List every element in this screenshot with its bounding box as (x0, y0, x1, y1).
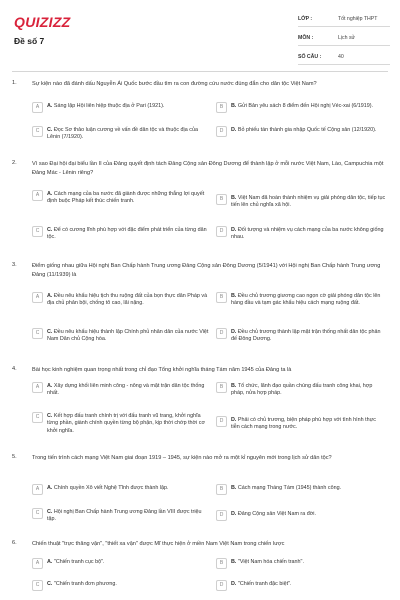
option-letter: B (216, 194, 227, 205)
option-prefix: C. (47, 329, 53, 335)
option-label: Đảng Cộng sản Việt Nam ra đời. (237, 511, 316, 517)
option-letter: C (32, 508, 43, 519)
option-label: Đều nêu khẩu hiệu tịch thu ruộng đất của bọn thực dân Pháp và địa chủ phản bội, chống tô cao, lãi nặng. (47, 293, 208, 307)
option-prefix: B. (231, 293, 237, 299)
option-letter: C (32, 328, 43, 339)
question-number: 3. (12, 262, 17, 268)
option-prefix: A. (47, 559, 53, 565)
question-number: 6. (12, 540, 17, 546)
option-prefix: C. (47, 127, 53, 133)
option-text (231, 127, 386, 134)
option-text (47, 581, 212, 588)
meta-value: 40 (338, 54, 344, 60)
option-label: Tổ chức, lãnh đạo quần chúng đấu tranh công khai, hợp pháp, nửa hợp pháp. (231, 383, 373, 397)
option-prefix: A. (47, 485, 53, 491)
question-6 (12, 540, 390, 598)
question-4 (12, 366, 390, 456)
option-label: "Chiến tranh cục bộ". (53, 559, 105, 565)
option-text (231, 195, 386, 210)
page-header (0, 0, 400, 72)
option-text (231, 227, 386, 242)
option-text (47, 509, 212, 524)
option-letter: A (32, 102, 43, 113)
option-label: Gửi Bản yêu sách 8 điểm đến Hội nghị Véc-xai (6/1919). (237, 103, 374, 109)
option-letter: D (216, 510, 227, 521)
option-label: Đều nêu khẩu hiệu thành lập Chính phủ nhân dân của nước Việt Nam Dân chủ Cộng hòa. (47, 329, 209, 343)
option-letter: A (32, 484, 43, 495)
option-label: Bỏ phiếu tán thành gia nhập Quốc tế Cộng sản (12/1920). (237, 127, 377, 133)
option-label: Hội nghị Ban Chấp hành Trung ương Đảng lần VIII được triệu tập. (47, 509, 202, 523)
question-text: Chiến thuật "trực thăng vận", "thiết xa vận" được Mĩ thực hiện ở miền Nam Việt Nam trong chiến lược (32, 541, 285, 547)
question-number: 5. (12, 454, 17, 460)
exam-title: Đề số 7 (14, 36, 45, 46)
option-prefix: C. (47, 509, 53, 515)
option-letter: A (32, 558, 43, 569)
option-prefix: A. (47, 383, 53, 389)
option-text (47, 559, 212, 566)
question-3 (12, 262, 390, 362)
option-label: Đọc Sơ thảo luận cương về vấn đề dân tộc và thuộc địa của Lênin (7/1920). (47, 127, 198, 141)
option-prefix: B. (231, 485, 237, 491)
option-letter: B (216, 484, 227, 495)
option-label: Việt Nam đã hoàn thành nhiệm vụ giải phóng dân tộc, tiếp tục tiến lên chủ nghĩa xã hội. (231, 195, 386, 209)
option-letter: C (32, 412, 43, 423)
option-label: Đều chủ trương thành lập mặt trận thống nhất dân tộc phản đế Đông Dương. (231, 329, 381, 343)
option-label: "Việt Nam hóa chiến tranh". (237, 559, 304, 565)
option-letter: D (216, 328, 227, 339)
exam-meta (298, 12, 390, 69)
option-letter: D (216, 580, 227, 591)
option-label: "Chiến tranh đặc biệt". (237, 581, 292, 587)
option-prefix: C. (47, 413, 53, 419)
question-number: 2. (12, 160, 17, 166)
option-prefix: B. (231, 559, 237, 565)
header-divider (12, 71, 388, 72)
option-text (47, 191, 212, 206)
option-letter: A (32, 382, 43, 393)
option-letter: D (216, 126, 227, 137)
option-prefix: A. (47, 293, 53, 299)
option-letter: D (216, 416, 227, 427)
meta-value: Lịch sử (338, 35, 356, 41)
option-prefix: D. (231, 127, 237, 133)
option-prefix: B. (231, 103, 237, 109)
option-label: Chính quyền Xô viết Nghệ Tĩnh được thành lập. (53, 485, 169, 491)
option-prefix: C. (47, 581, 53, 587)
question-text: Bài học kinh nghiệm quan trọng nhất trong chỉ đạo Tổng khởi nghĩa tháng Tám năm 1945 của Đảng ta là (32, 367, 292, 373)
meta-key: LỚP : (298, 16, 313, 22)
option-label: Đều chủ trương giương cao ngọn cờ giải phóng dân tộc lên hàng đầu và tạm gác khẩu hiệu cách mạng ruộng đất. (231, 293, 381, 307)
option-letter: C (32, 126, 43, 137)
option-text (231, 383, 386, 398)
option-label: "Chiến tranh đơn phương. (53, 581, 117, 587)
question-text: Điểm giống nhau giữa Hội nghị Ban Chấp hành Trung ương Đảng Cộng sản Đông Dương (5/1941) với Hội nghị Ban Chấp hành Trung ương Đảng (11/1939) là (32, 263, 381, 278)
option-label: Đối tượng và nhiệm vụ cách mạng của ba nước không giống nhau. (231, 227, 384, 241)
question-1 (12, 80, 390, 152)
option-prefix: D. (231, 581, 237, 587)
question-text: Trong tiến trình cách mạng Việt Nam giai đoạn 1919 – 1945, sự kiện nào mở ra một kỉ nguyên mới trong lịch sử dân tộc? (32, 455, 332, 461)
option-letter: C (32, 580, 43, 591)
option-text (47, 293, 212, 308)
option-letter: B (216, 382, 227, 393)
option-prefix: D. (231, 329, 237, 335)
option-text (47, 383, 212, 398)
option-text (231, 329, 386, 344)
option-prefix: D. (231, 417, 237, 423)
option-text (231, 293, 386, 308)
option-letter: A (32, 190, 43, 201)
option-text (47, 485, 212, 492)
option-label: Cách mạng Tháng Tám (1945) thành công. (237, 485, 342, 491)
option-text (47, 329, 212, 344)
option-prefix: C. (47, 227, 53, 233)
option-letter: B (216, 102, 227, 113)
option-label: Kết hợp đấu tranh chính trị với đấu tranh vũ trang, khởi nghĩa từng phần, giành chính quyền từng bộ phận, kịp thời chớp thời cơ khởi nghĩa. (47, 413, 206, 434)
option-prefix: D. (231, 511, 237, 517)
question-text: Vì sao Đại hội đại biểu lần II của Đảng quyết định tách Đảng Cộng sản Đông Dương để thành lập ở mỗi nước Việt Nam, Lào, Campuchia một Đảng Mác - Lênin riêng? (32, 161, 384, 176)
question-number: 4. (12, 366, 17, 372)
meta-row-class (298, 12, 390, 27)
option-letter: B (216, 558, 227, 569)
option-letter: C (32, 226, 43, 237)
option-prefix: B. (231, 195, 237, 201)
option-letter: B (216, 292, 227, 303)
question-number: 1. (12, 80, 17, 86)
option-label: Xây dựng khối liên minh công - nông và mặt trận dân tộc thống nhất. (47, 383, 205, 397)
option-text (231, 511, 386, 518)
option-prefix: D. (231, 227, 237, 233)
option-text (231, 485, 386, 492)
question-text: Sự kiện nào đã đánh dấu Nguyễn Ái Quốc bước đầu tìm ra con đường cứu nước đúng đắn cho dân tộc Việt Nam? (32, 81, 317, 87)
option-text (47, 103, 212, 110)
quizizz-logo: QUIZIZZ (14, 14, 71, 30)
option-label: Sáng lập Hội liên hiệp thuộc địa ở Pari (1921). (53, 103, 165, 109)
option-prefix: B. (231, 383, 237, 389)
question-2 (12, 160, 390, 252)
question-5 (12, 454, 390, 532)
option-text (47, 413, 212, 435)
option-prefix: A. (47, 191, 53, 197)
option-text (231, 581, 386, 588)
option-text (231, 417, 386, 432)
meta-row-subject (298, 31, 390, 46)
option-label: Để có cương lĩnh phù hợp với đặc điểm phát triển của từng dân tộc. (47, 227, 207, 241)
option-prefix: A. (47, 103, 53, 109)
option-text (231, 559, 386, 566)
option-label: Cách mạng của ba nước đã giành được những thắng lợi quyết định buộc Pháp kết thúc chiến tranh. (47, 191, 205, 205)
meta-key: MÔN : (298, 35, 314, 41)
meta-value: Tốt nghiệp THPT (338, 16, 378, 22)
meta-row-count (298, 50, 390, 65)
option-letter: A (32, 292, 43, 303)
option-text (47, 127, 212, 142)
meta-key: SỐ CÂU : (298, 54, 322, 60)
option-letter: D (216, 226, 227, 237)
option-text (47, 227, 212, 242)
option-text (231, 103, 386, 110)
option-label: Phải có chủ trương, biện pháp phù hợp với tình hình thực tiễn cách mạng trong nước. (231, 417, 376, 431)
